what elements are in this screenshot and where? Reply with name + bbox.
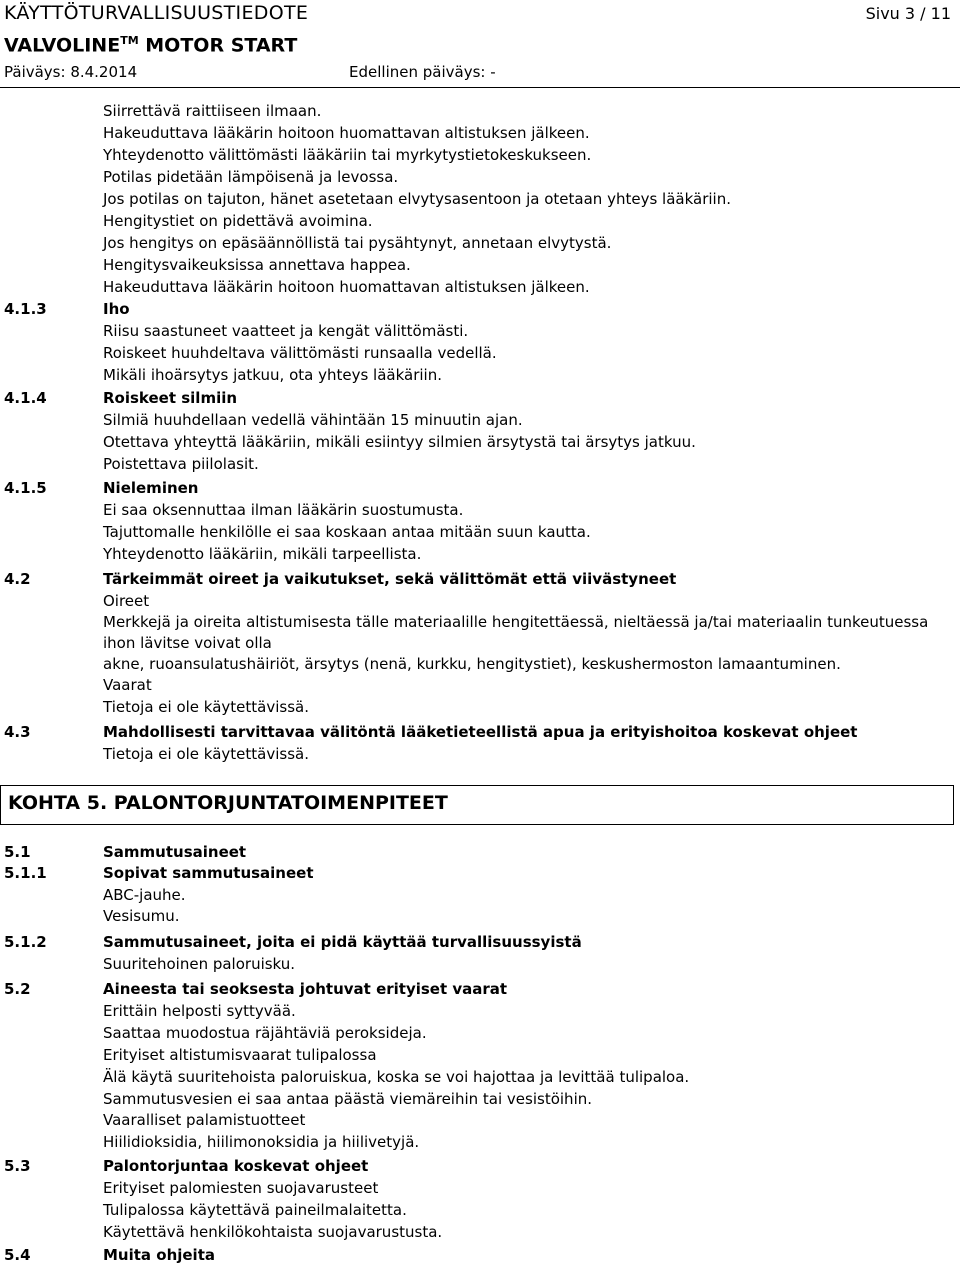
body-line: Jos potilas on tajuton, hänet asetetaan elvytysasentoon ja otetaan yhteys lääkäriin. — [103, 190, 731, 208]
body-line: Ei saa oksennuttaa ilman lääkärin suostumusta. — [103, 501, 464, 519]
body-line: Suuritehoinen paloruisku. — [103, 955, 296, 973]
section-number: 4.1.4 — [4, 389, 47, 407]
section-number: 5.1 — [4, 843, 31, 861]
section-heading: Iho — [103, 300, 130, 318]
body-line: Jos hengitys on epäsäännöllistä tai pysähtynyt, annetaan elvytystä. — [103, 234, 612, 252]
body-line: Tulipalossa käytettävä paineilmalaitetta. — [103, 1201, 407, 1219]
section-number: 5.1.2 — [4, 933, 47, 951]
section-heading: Muita ohjeita — [103, 1246, 215, 1264]
section-number: 5.3 — [4, 1157, 31, 1175]
body-line: Vesisumu. — [103, 907, 180, 925]
body-line: Otettava yhteyttä lääkäriin, mikäli esiintyy silmien ärsytystä tai ärsytys jatkuu. — [103, 433, 696, 451]
section-heading: Tärkeimmät oireet ja vaikutukset, sekä välittömät että viivästyneet — [103, 570, 677, 588]
body-line: Älä käytä suuritehoista paloruiskua, koska se voi hajottaa ja levittää tulipaloa. — [103, 1068, 690, 1086]
body-line: Vaarat — [103, 676, 152, 694]
body-line: Poistettava piilolasit. — [103, 455, 259, 473]
section-number: 5.1.1 — [4, 864, 47, 882]
body-line: Erittäin helposti syttyvää. — [103, 1002, 296, 1020]
section-heading: Sammutusaineet — [103, 843, 247, 861]
body-line: Käytettävä henkilökohtaista suojavarustusta. — [103, 1223, 443, 1241]
body-line: Hengitystiet on pidettävä avoimina. — [103, 212, 373, 230]
section-number: 4.3 — [4, 723, 31, 741]
page-number: Sivu 3 / 11 — [865, 4, 951, 23]
body-line: Roiskeet huuhdeltava välittömästi runsaalla vedellä. — [103, 344, 497, 362]
section-heading: Mahdollisesti tarvittavaa välitöntä lääketieteellistä apua ja erityishoitoa koskevat ohjeet — [103, 723, 858, 741]
previous-date: Edellinen päiväys: - — [349, 63, 496, 81]
body-line: Erityiset palomiesten suojavarusteet — [103, 1179, 379, 1197]
body-line: ABC-jauhe. — [103, 886, 186, 904]
document-title: KÄYTTÖTURVALLISUUSTIEDOTE — [4, 2, 309, 24]
body-line: Tajuttomalle henkilölle ei saa koskaan antaa mitään suun kautta. — [103, 523, 591, 541]
body-line: Hiilidioksidia, hiilimonoksidia ja hiilivetyjä. — [103, 1133, 420, 1151]
section-heading: Sopivat sammutusaineet — [103, 864, 314, 882]
body-line: Siirrettävä raittiiseen ilmaan. — [103, 102, 322, 120]
body-line: Merkkejä ja oireita altistumisesta tälle materiaalille hengitettäessä, nieltäessä ja/tai materiaalin tunkeutuessa — [103, 613, 929, 631]
section-number: 4.2 — [4, 570, 31, 588]
body-line: Oireet — [103, 592, 150, 610]
body-line: Riisu saastuneet vaatteet ja kengät välittömästi. — [103, 322, 469, 340]
section-heading: Sammutusaineet, joita ei pidä käyttää turvallisuussyistä — [103, 933, 582, 951]
chapter-heading-box — [0, 785, 954, 825]
body-line: Sammutusvesien ei saa antaa päästä viemäreihin tai vesistöihin. — [103, 1090, 593, 1108]
section-heading: Roiskeet silmiin — [103, 389, 238, 407]
section-heading: Palontorjuntaa koskevat ohjeet — [103, 1157, 369, 1175]
section-heading: Aineesta tai seoksesta johtuvat erityiset vaarat — [103, 980, 508, 998]
body-line: Hakeuduttava lääkärin hoitoon huomattavan altistuksen jälkeen. — [103, 124, 590, 142]
body-line: Yhteydenotto lääkäriin, mikäli tarpeellista. — [103, 545, 422, 563]
body-line: Tietoja ei ole käytettävissä. — [103, 745, 309, 763]
body-line: Yhteydenotto välittömästi lääkäriin tai myrkytystietokeskukseen. — [103, 146, 592, 164]
body-line: Potilas pidetään lämpöisenä ja levossa. — [103, 168, 399, 186]
product-name-rest: MOTOR START — [138, 34, 298, 57]
chapter-heading: KOHTA 5. PALONTORJUNTATOIMENPITEET — [8, 792, 448, 814]
header-divider — [0, 87, 960, 88]
document-date: Päiväys: 8.4.2014 — [4, 63, 138, 81]
body-line: akne, ruoansulatushäiriöt, ärsytys (nenä, kurkku, hengitystiet), keskushermoston lamaantuminen. — [103, 655, 841, 673]
trademark-mark: TM — [120, 34, 139, 47]
section-number: 4.1.3 — [4, 300, 47, 318]
body-line: Vaaralliset palamistuotteet — [103, 1111, 306, 1129]
section-number: 5.4 — [4, 1246, 31, 1264]
section-number: 5.2 — [4, 980, 31, 998]
section-number: 4.1.5 — [4, 479, 47, 497]
body-line: Hakeuduttava lääkärin hoitoon huomattavan altistuksen jälkeen. — [103, 278, 590, 296]
body-line: Mikäli ihoärsytys jatkuu, ota yhteys lääkäriin. — [103, 366, 443, 384]
product-name — [4, 34, 297, 56]
section-heading: Nieleminen — [103, 479, 199, 497]
body-line: ihon lävitse voivat olla — [103, 634, 272, 652]
body-line: Saattaa muodostua räjähtäviä peroksideja. — [103, 1024, 427, 1042]
body-line: Tietoja ei ole käytettävissä. — [103, 698, 309, 716]
body-line: Hengitysvaikeuksissa annettava happea. — [103, 256, 411, 274]
body-line: Erityiset altistumisvaarat tulipalossa — [103, 1046, 377, 1064]
product-brand: VALVOLINE — [4, 34, 121, 57]
body-line: Silmiä huuhdellaan vedellä vähintään 15 minuutin ajan. — [103, 411, 523, 429]
